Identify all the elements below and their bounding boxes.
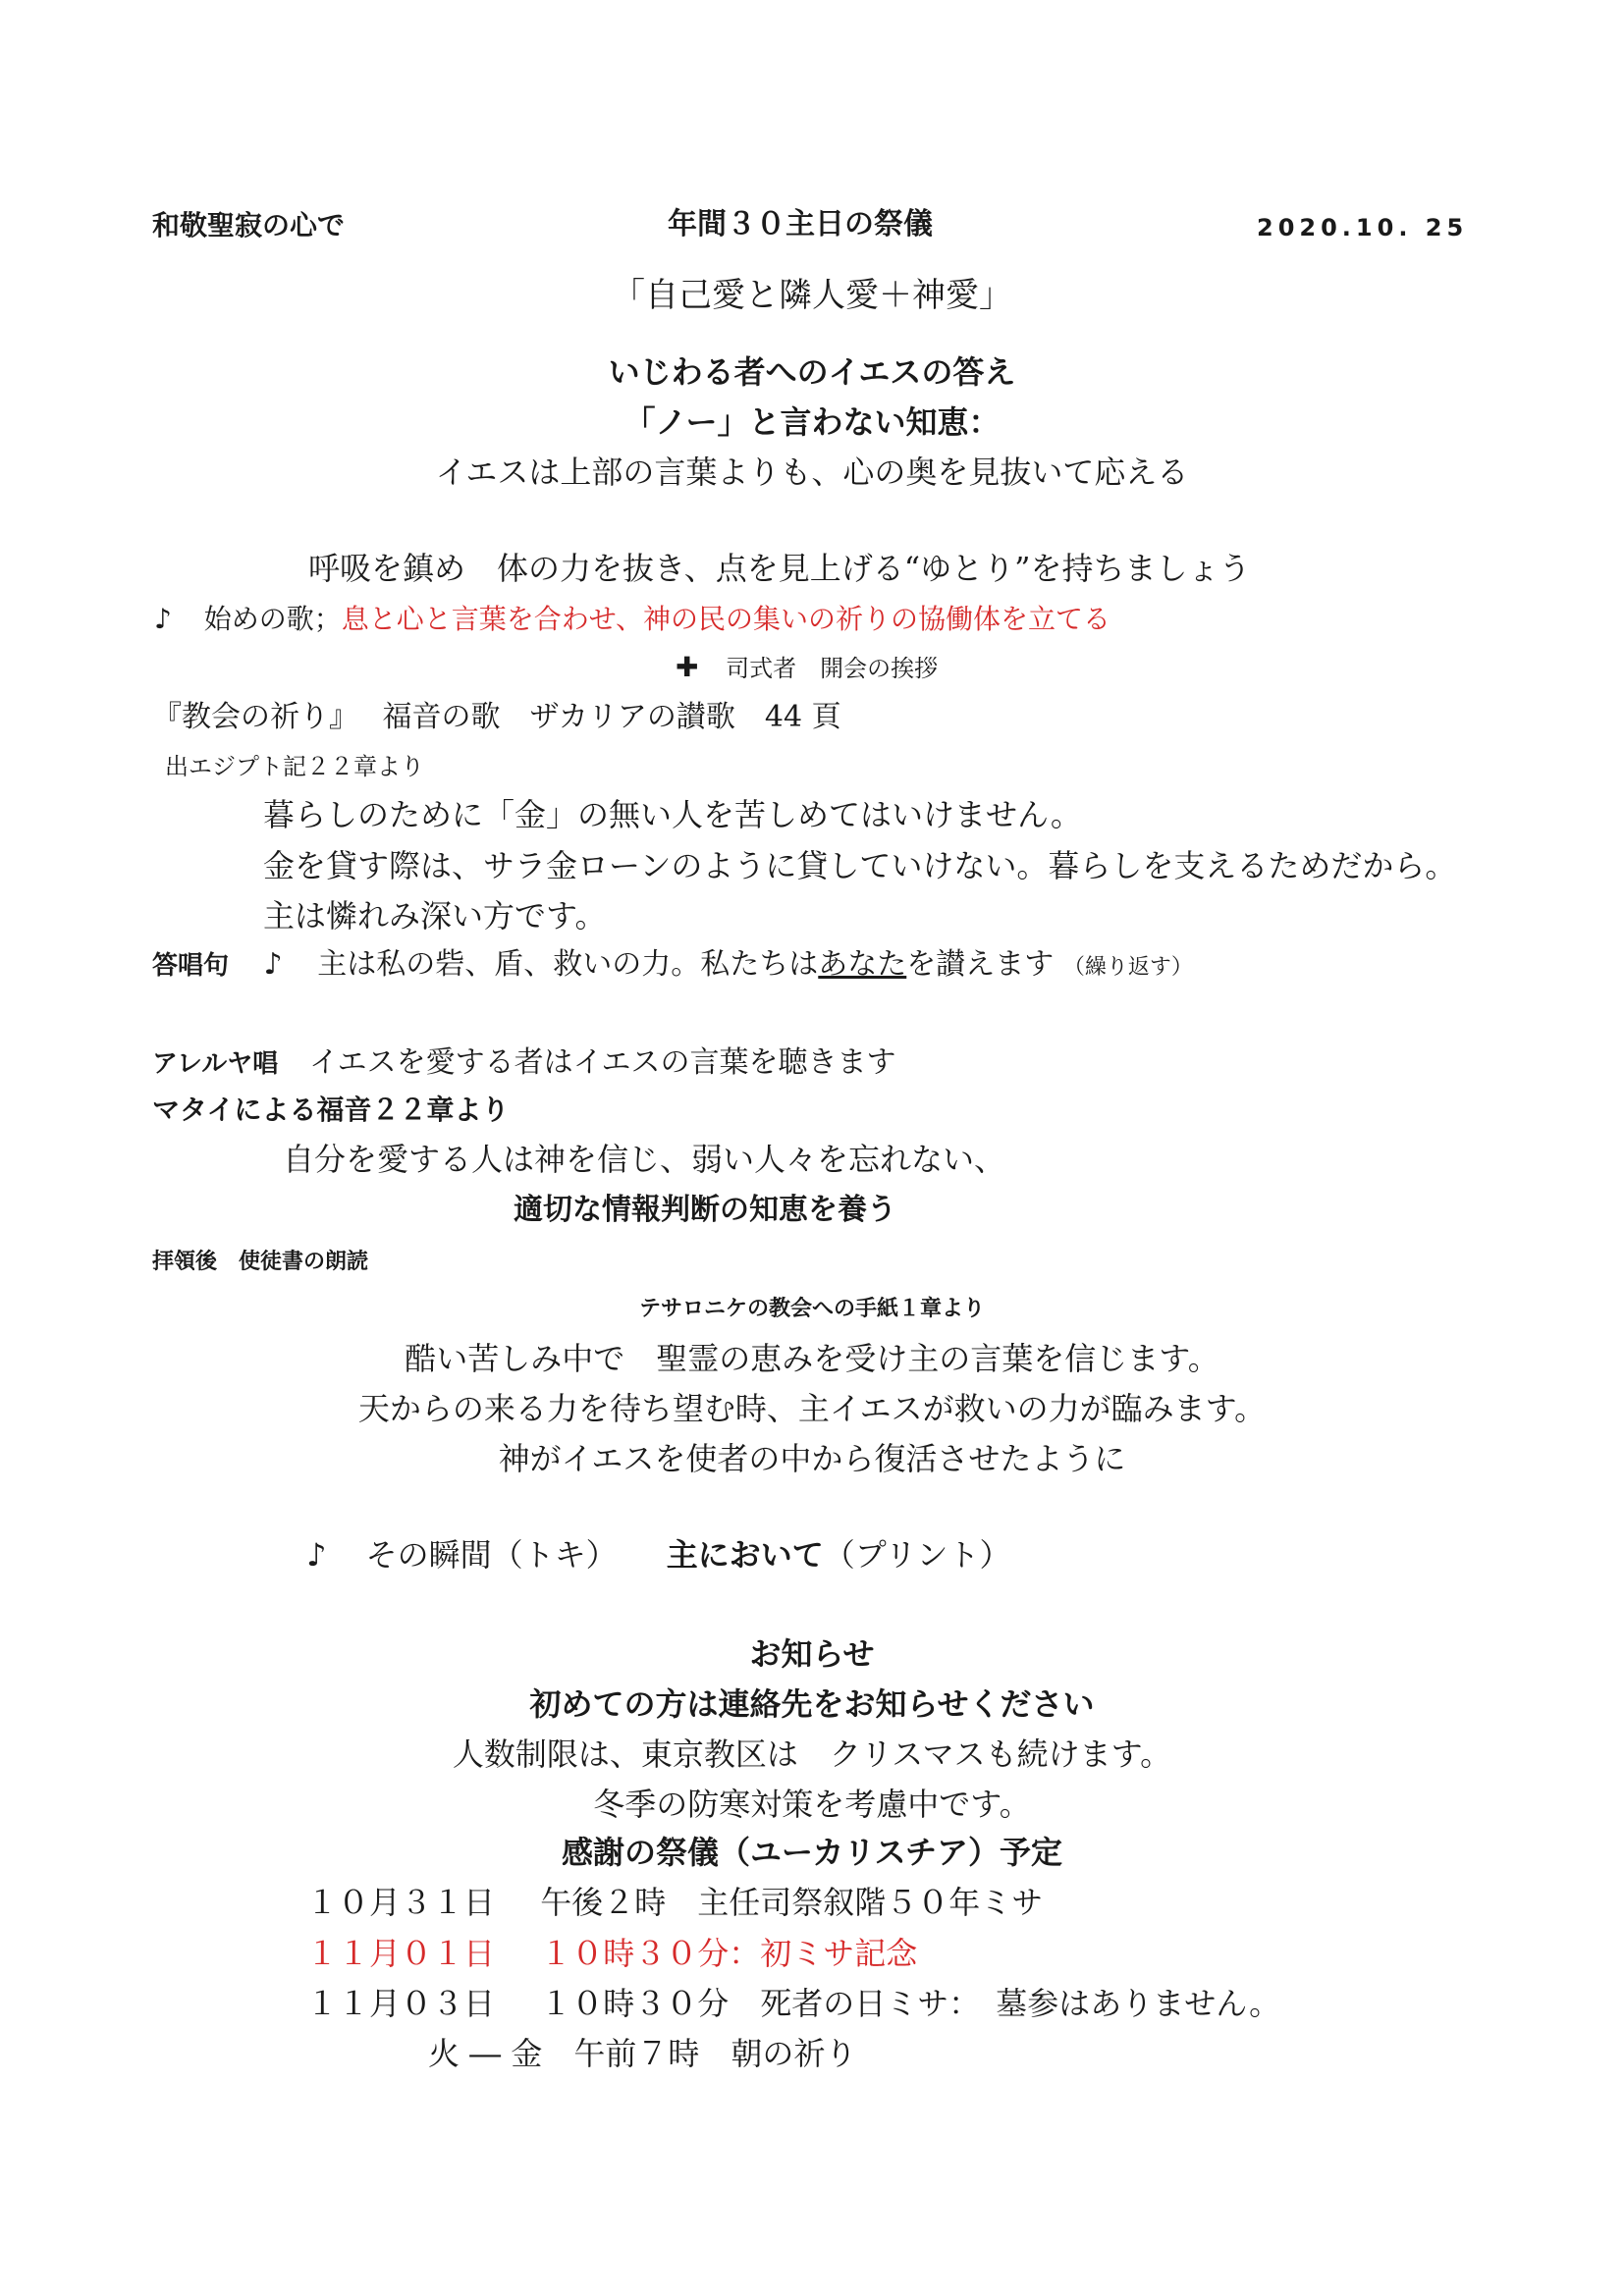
responsorial-note: （繰り返す） — [1062, 955, 1193, 980]
notice-line-1: 人数制限は、東京教区は クリスマスも続けます。 — [452, 1735, 1172, 1773]
subtitle-wisdom: 「ノー」と言わない知恵： — [623, 403, 1001, 441]
music-note-icon: ♪ — [306, 1536, 327, 1574]
alleluia-label: アレルヤ唱 — [152, 1049, 279, 1079]
greeting-line — [676, 651, 939, 683]
epistle-line-2: 天からの来る力を待ち望む時、主イエスが救いの力が臨みます。 — [357, 1390, 1267, 1427]
header-left-text: 和敬聖寂の心で — [152, 209, 346, 241]
gospel-line-1: 自分を愛する人は神を信じ、弱い人々を忘れない、 — [283, 1141, 1006, 1178]
page-title: 「自己愛と隣人愛＋神愛」 — [612, 276, 1012, 315]
schedule-date: １１月０１日 — [306, 1935, 496, 1972]
subtitle-jesus: イエスは上部の言葉よりも、心の奥を見抜いて応える — [435, 454, 1189, 491]
gospel-line-2: 適切な情報判断の知恵を養う — [514, 1193, 896, 1227]
closing-song-line — [306, 1536, 1011, 1574]
greeting-text: 司式者 開会の挨拶 — [726, 655, 939, 682]
alleluia-line — [152, 1045, 896, 1080]
church-prayer-line: 『教会の祈り』 福音の歌 ザカリアの讃歌 44 頁 — [152, 700, 841, 734]
opening-song-line — [154, 603, 1110, 635]
schedule-item — [306, 1935, 918, 1972]
cross-icon: ✚ — [676, 651, 699, 683]
schedule-item — [306, 1884, 1044, 1921]
responsorial-text — [317, 947, 1054, 982]
header-date: 2020.10. 25 — [1257, 214, 1469, 241]
subtitle-answer: いじわる者へのイエスの答え — [608, 353, 1016, 391]
epistle-heading: 拝領後 使徒書の朗読 — [152, 1250, 369, 1274]
exodus-heading: 出エジプト記２２章より — [165, 753, 424, 780]
weekday-prayer: 火 ― 金 午前７時 朝の祈り — [428, 2035, 857, 2072]
schedule-detail: 午後２時 主任司祭叙階５０年ミサ — [540, 1884, 1044, 1921]
closing-song-title: その瞬間（トキ） — [365, 1536, 618, 1574]
breathing-instruction: 呼吸を鎮め 体の力を抜き、点を見上げる“ゆとり”を持ちましょう — [308, 550, 1251, 587]
schedule-item — [306, 1985, 1281, 2022]
responsorial-line — [152, 947, 1193, 982]
schedule-detail: １０時３０分 死者の日ミサ： 墓参はありません。 — [540, 1985, 1281, 2022]
eucharist-heading: 感謝の祭儀（ユーカリスチア）予定 — [561, 1834, 1063, 1871]
notice-line-2: 冬季の防寒対策を考慮中です。 — [593, 1786, 1031, 1823]
header-service-title: 年間３０主日の祭儀 — [668, 207, 933, 241]
alleluia-text: イエスを愛する者はイエスの言葉を聴きます — [308, 1045, 896, 1080]
closing-song-name: 主において — [666, 1536, 824, 1574]
responsorial-text-after: を讃えます — [906, 947, 1055, 982]
epistle-line-1: 酷い苦しみ中で 聖霊の恵みを受け主の言葉を信じます。 — [405, 1340, 1219, 1377]
schedule-detail: １０時３０分：初ミサ記念 — [540, 1935, 918, 1972]
closing-song-note: （プリント） — [823, 1536, 1011, 1574]
notice-first-time: 初めての方は連絡先をお知らせください — [529, 1685, 1095, 1723]
exodus-line-2: 金を貸す際は、サラ金ローンのように貸していけない。暮らしを支えるためだから。 — [263, 847, 1457, 884]
schedule-date: １０月３１日 — [306, 1884, 496, 1921]
responsorial-label: 答唱句 — [152, 951, 230, 981]
notice-heading: お知らせ — [749, 1635, 875, 1673]
schedule-date: １１月０３日 — [306, 1985, 496, 2022]
gospel-heading: マタイによる福音２２章より — [152, 1094, 510, 1126]
music-note-icon: ♪ — [154, 603, 172, 635]
responsorial-underlined: あなた — [818, 947, 907, 982]
exodus-line-3: 主は憐れみ深い方です。 — [263, 897, 607, 934]
exodus-line-1: 暮らしのために「金」の無い人を苦しめてはいけません。 — [263, 796, 1082, 833]
music-note-icon: ♪ — [263, 947, 283, 982]
epistle-line-3: 神がイエスを使者の中から復活させたように — [498, 1440, 1126, 1477]
opening-song-label: 始めの歌； — [203, 603, 342, 635]
epistle-source: テサロニケの教会への手紙１章より — [638, 1297, 985, 1321]
responsorial-text-before: 主は私の砦、盾、救いの力。私たちは — [317, 947, 819, 982]
opening-song-text: 息と心と言葉を合わせ、神の民の集いの祈りの協働体を立てる — [341, 603, 1110, 635]
